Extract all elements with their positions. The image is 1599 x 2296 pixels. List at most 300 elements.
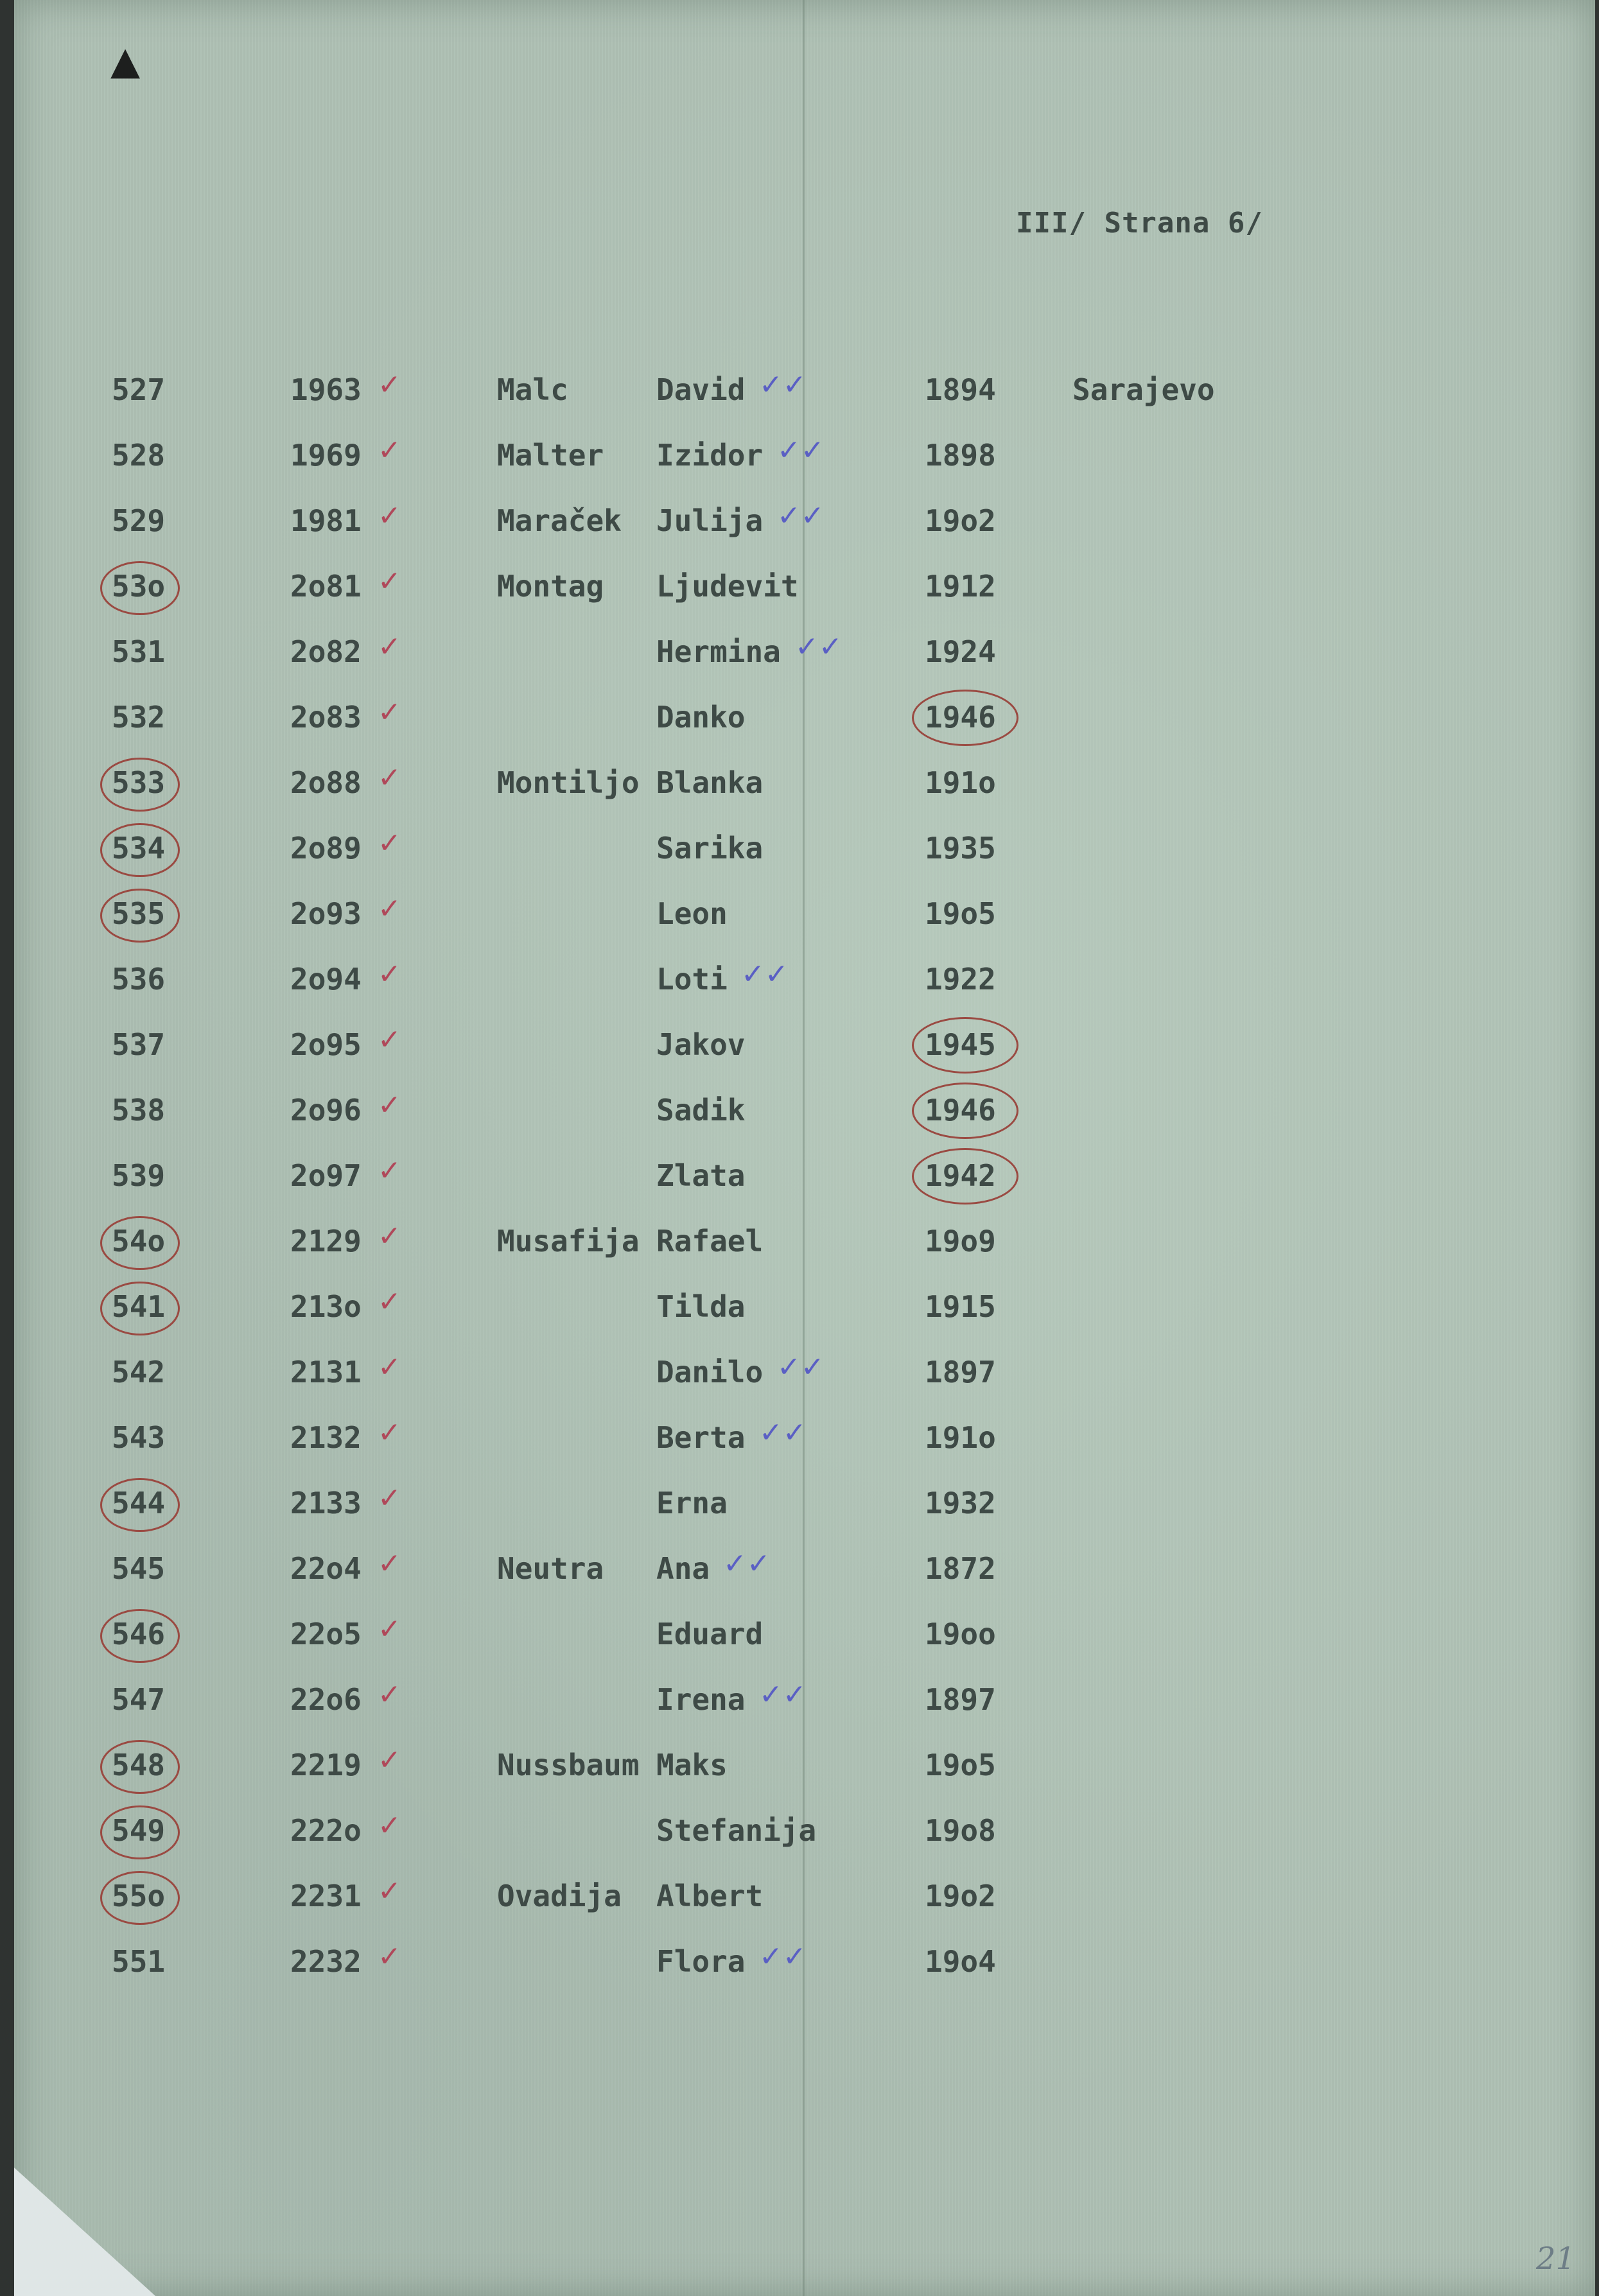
check-mark-icon: ✓ <box>378 1809 401 1842</box>
record-number <box>112 1158 165 1193</box>
record-id-text: 2o96 <box>290 1093 362 1127</box>
pencil-circle-mark <box>100 1478 180 1532</box>
record-row <box>14 1809 1595 1871</box>
record-first-name-text: Izidor <box>656 438 764 473</box>
record-first-name-text: Zlata <box>656 1158 746 1193</box>
record-surname-text: Maraček <box>497 503 622 538</box>
record-number-text: 532 <box>112 700 166 735</box>
record-row <box>14 1416 1595 1478</box>
record-id-text: 2o95 <box>290 1027 362 1062</box>
record-first-name-text: Albert <box>656 1879 764 1913</box>
record-number-text: 533 <box>112 765 166 800</box>
record-birth-year-text: 19o2 <box>925 503 996 538</box>
double-check-mark-icon: ✓✓ <box>723 1547 771 1580</box>
record-first-name-text: Rafael <box>656 1224 764 1258</box>
record-number-text: 541 <box>112 1289 166 1324</box>
record-birth-year <box>925 896 996 931</box>
record-number <box>112 1879 165 1913</box>
pencil-circle-mark <box>912 1017 1018 1074</box>
record-birth-year-text: 1932 <box>925 1486 996 1520</box>
record-number <box>112 1420 165 1455</box>
pencil-circle-mark <box>100 823 180 877</box>
pencil-circle-mark <box>100 1216 180 1270</box>
pencil-circle-mark <box>100 1740 180 1794</box>
record-id-text: 2231 <box>290 1879 362 1913</box>
record-first-name-text: Blanka <box>656 765 764 800</box>
record-first-name-text: David <box>656 372 746 407</box>
record-birth-year <box>925 569 996 604</box>
record-birth-year-text: 1898 <box>925 438 996 473</box>
record-surname <box>497 372 568 407</box>
check-mark-icon: ✓ <box>378 1678 401 1711</box>
record-first-name-text: Maks <box>656 1748 728 1782</box>
record-number <box>112 1813 165 1848</box>
record-first-name <box>656 1551 710 1586</box>
record-birth-year <box>925 1158 996 1193</box>
check-mark-icon: ✓ <box>378 500 401 532</box>
record-id <box>290 569 362 604</box>
page-header: III/ Strana 6/ <box>1016 207 1263 239</box>
record-number-text: 529 <box>112 503 166 538</box>
record-surname <box>497 1748 640 1782</box>
record-birth-year-text: 19o8 <box>925 1813 996 1848</box>
record-surname-text: Nussbaum <box>497 1748 640 1782</box>
record-birth-year <box>925 1813 996 1848</box>
pencil-circle-mark <box>100 758 180 812</box>
record-id <box>290 1355 362 1389</box>
record-birth-year-text: 1894 <box>925 372 996 407</box>
record-birth-year-text: 1872 <box>925 1551 996 1586</box>
record-first-name <box>656 1813 816 1848</box>
record-number-text: 545 <box>112 1551 166 1586</box>
record-birth-year-text: 19o5 <box>925 896 996 931</box>
record-birth-year <box>925 1879 996 1913</box>
record-first-name-text: Berta <box>656 1420 746 1455</box>
record-row <box>14 434 1595 496</box>
record-id-text: 2o82 <box>290 634 362 669</box>
record-row <box>14 827 1595 889</box>
record-id <box>290 765 362 800</box>
pencil-circle-mark <box>100 1805 180 1859</box>
record-id-text: 2133 <box>290 1486 362 1520</box>
check-mark-icon: ✓ <box>378 631 401 663</box>
record-id-text: 22o4 <box>290 1551 362 1586</box>
record-number-text: 535 <box>112 896 166 931</box>
check-mark-icon: ✓ <box>378 434 401 467</box>
record-birth-year <box>925 1224 996 1258</box>
ink-blot: ▲ <box>110 39 141 83</box>
record-row <box>14 1023 1595 1085</box>
record-row <box>14 500 1595 561</box>
record-number <box>112 1617 165 1651</box>
check-mark-icon: ✓ <box>378 827 401 860</box>
record-row <box>14 1482 1595 1544</box>
record-birth-year <box>925 962 996 996</box>
record-row <box>14 1089 1595 1151</box>
record-number <box>112 1944 165 1979</box>
record-row <box>14 958 1595 1020</box>
record-surname <box>497 1551 604 1586</box>
record-row <box>14 1940 1595 2002</box>
record-id-text: 2219 <box>290 1748 362 1782</box>
record-birth-year-text: 19o2 <box>925 1879 996 1913</box>
record-id <box>290 700 362 735</box>
record-place <box>1072 372 1215 407</box>
check-mark-icon: ✓ <box>378 1023 401 1056</box>
record-first-name <box>656 372 745 407</box>
record-number-text: 551 <box>112 1944 166 1979</box>
record-id <box>290 1813 362 1848</box>
record-birth-year <box>925 1486 996 1520</box>
record-number-text: 531 <box>112 634 166 669</box>
record-number <box>112 1486 165 1520</box>
record-first-name-text: Loti <box>656 962 728 996</box>
record-first-name-text: Ana <box>656 1551 710 1586</box>
check-mark-icon: ✓ <box>378 1875 401 1908</box>
record-id-text: 2o93 <box>290 896 362 931</box>
pencil-circle-mark <box>100 561 180 615</box>
record-number <box>112 1551 165 1586</box>
record-number <box>112 1682 165 1717</box>
record-number <box>112 1355 165 1389</box>
record-first-name <box>656 1224 763 1258</box>
record-number-text: 537 <box>112 1027 166 1062</box>
record-first-name <box>656 765 763 800</box>
record-id <box>290 1879 362 1913</box>
record-first-name <box>656 1420 745 1455</box>
record-surname-text: Malc <box>497 372 568 407</box>
record-first-name-text: Flora <box>656 1944 746 1979</box>
record-birth-year-text: 1922 <box>925 962 996 996</box>
record-number-text: 546 <box>112 1617 166 1651</box>
double-check-mark-icon: ✓✓ <box>759 1416 807 1449</box>
record-surname <box>497 1879 622 1913</box>
record-number <box>112 962 165 996</box>
check-mark-icon: ✓ <box>378 1154 401 1187</box>
check-mark-icon: ✓ <box>378 892 401 925</box>
record-first-name <box>656 896 728 931</box>
record-first-name <box>656 962 728 996</box>
check-mark-icon: ✓ <box>378 565 401 598</box>
check-mark-icon: ✓ <box>378 1547 401 1580</box>
record-first-name <box>656 831 763 865</box>
record-number-text: 548 <box>112 1748 166 1782</box>
pencil-circle-mark <box>100 1282 180 1335</box>
record-surname <box>497 1224 640 1258</box>
record-id <box>290 1944 362 1979</box>
check-mark-icon: ✓ <box>378 696 401 729</box>
record-first-name <box>656 1486 728 1520</box>
record-number <box>112 765 165 800</box>
record-row <box>14 696 1595 758</box>
record-id-text: 22o6 <box>290 1682 362 1717</box>
record-birth-year <box>925 1617 996 1651</box>
record-id-text: 213o <box>290 1289 362 1324</box>
record-birth-year <box>925 765 996 800</box>
record-row <box>14 631 1595 692</box>
record-row <box>14 1220 1595 1282</box>
record-first-name <box>656 569 799 604</box>
record-number-text: 544 <box>112 1486 166 1520</box>
record-number-text: 536 <box>112 962 166 996</box>
record-id <box>290 438 362 473</box>
record-surname <box>497 503 622 538</box>
record-number <box>112 700 165 735</box>
record-birth-year-text: 1924 <box>925 634 996 669</box>
record-first-name <box>656 1289 745 1324</box>
record-first-name-text: Erna <box>656 1486 728 1520</box>
record-number-text: 55o <box>112 1879 166 1913</box>
record-birth-year-text: 1912 <box>925 569 996 604</box>
record-birth-year-text: 1897 <box>925 1682 996 1717</box>
record-number <box>112 634 165 669</box>
record-birth-year <box>925 1551 996 1586</box>
record-first-name <box>656 503 763 538</box>
record-number-text: 528 <box>112 438 166 473</box>
record-first-name <box>656 438 763 473</box>
record-first-name-text: Tilda <box>656 1289 746 1324</box>
record-id-text: 2o94 <box>290 962 362 996</box>
record-row <box>14 892 1595 954</box>
record-birth-year <box>925 634 996 669</box>
record-id-text: 2o88 <box>290 765 362 800</box>
record-first-name-text: Stefanija <box>656 1813 817 1848</box>
check-mark-icon: ✓ <box>378 1089 401 1122</box>
record-first-name-text: Julija <box>656 503 764 538</box>
record-first-name-text: Jakov <box>656 1027 746 1062</box>
record-first-name <box>656 1355 763 1389</box>
record-first-name-text: Ljudevit <box>656 569 799 604</box>
record-number-text: 527 <box>112 372 166 407</box>
record-number <box>112 1093 165 1127</box>
pencil-circle-mark <box>100 1609 180 1663</box>
record-number <box>112 503 165 538</box>
record-number <box>112 1748 165 1782</box>
record-birth-year-text: 1946 <box>925 700 996 735</box>
record-first-name-text: Danilo <box>656 1355 764 1389</box>
record-number <box>112 831 165 865</box>
check-mark-icon: ✓ <box>378 958 401 991</box>
record-first-name-text: Irena <box>656 1682 746 1717</box>
record-surname-text: Montiljo <box>497 765 640 800</box>
record-birth-year-text: 191o <box>925 765 996 800</box>
record-surname <box>497 569 604 604</box>
record-row <box>14 565 1595 627</box>
record-birth-year <box>925 1355 996 1389</box>
record-row <box>14 1547 1595 1609</box>
record-id <box>290 1486 362 1520</box>
record-first-name <box>656 1682 745 1717</box>
check-mark-icon: ✓ <box>378 1744 401 1777</box>
pencil-circle-mark <box>912 1148 1018 1205</box>
pencil-circle-mark <box>100 1871 180 1925</box>
record-birth-year <box>925 372 996 407</box>
record-birth-year <box>925 1027 996 1062</box>
record-id-text: 2o81 <box>290 569 362 604</box>
record-first-name-text: Sadik <box>656 1093 746 1127</box>
pencil-circle-mark <box>912 690 1018 746</box>
record-first-name-text: Hermina <box>656 634 781 669</box>
record-first-name <box>656 1027 745 1062</box>
record-id <box>290 1027 362 1062</box>
record-row <box>14 1351 1595 1413</box>
record-id <box>290 1224 362 1258</box>
double-check-mark-icon: ✓✓ <box>777 1351 825 1384</box>
record-number <box>112 372 165 407</box>
record-surname <box>497 765 640 800</box>
record-birth-year <box>925 1748 996 1782</box>
double-check-mark-icon: ✓✓ <box>741 958 789 991</box>
record-surname-text: Musafija <box>497 1224 640 1258</box>
record-id <box>290 1748 362 1782</box>
record-birth-year-text: 1915 <box>925 1289 996 1324</box>
record-id-text: 1981 <box>290 503 362 538</box>
record-place-text: Sarajevo <box>1072 372 1215 407</box>
record-first-name <box>656 700 745 735</box>
check-mark-icon: ✓ <box>378 1416 401 1449</box>
record-row <box>14 1875 1595 1936</box>
record-birth-year-text: 19o9 <box>925 1224 996 1258</box>
record-first-name <box>656 1879 763 1913</box>
record-surname-text: Malter <box>497 438 604 473</box>
record-first-name-text: Sarika <box>656 831 764 865</box>
torn-corner <box>14 2168 155 2296</box>
record-row <box>14 1678 1595 1740</box>
record-id <box>290 503 362 538</box>
record-id <box>290 1682 362 1717</box>
record-row <box>14 761 1595 823</box>
record-number-text: 542 <box>112 1355 166 1389</box>
record-birth-year-text: 1935 <box>925 831 996 865</box>
record-id <box>290 1551 362 1586</box>
record-surname-text: Ovadija <box>497 1879 622 1913</box>
record-number-text: 547 <box>112 1682 166 1717</box>
record-id-text: 2131 <box>290 1355 362 1389</box>
record-id <box>290 1093 362 1127</box>
record-number-text: 538 <box>112 1093 166 1127</box>
record-row <box>14 1613 1595 1674</box>
record-first-name-text: Eduard <box>656 1617 764 1651</box>
check-mark-icon: ✓ <box>378 369 401 401</box>
record-row <box>14 1744 1595 1805</box>
record-id-text: 2o97 <box>290 1158 362 1193</box>
record-number <box>112 896 165 931</box>
record-number-text: 543 <box>112 1420 166 1455</box>
record-id-text: 2132 <box>290 1420 362 1455</box>
record-birth-year <box>925 1682 996 1717</box>
record-number-text: 549 <box>112 1813 166 1848</box>
record-id-text: 1963 <box>290 372 362 407</box>
record-first-name-text: Danko <box>656 700 746 735</box>
record-id-text: 2o83 <box>290 700 362 735</box>
record-id-text: 2232 <box>290 1944 362 1979</box>
double-check-mark-icon: ✓✓ <box>777 434 825 467</box>
record-first-name-text: Leon <box>656 896 728 931</box>
record-first-name <box>656 634 781 669</box>
record-number <box>112 1224 165 1258</box>
record-number-text: 539 <box>112 1158 166 1193</box>
record-surname-text: Neutra <box>497 1551 604 1586</box>
record-id <box>290 1617 362 1651</box>
record-first-name <box>656 1617 763 1651</box>
check-mark-icon: ✓ <box>378 1482 401 1515</box>
check-mark-icon: ✓ <box>378 1285 401 1318</box>
record-number <box>112 438 165 473</box>
record-birth-year <box>925 831 996 865</box>
record-first-name <box>656 1944 745 1979</box>
record-number-text: 54o <box>112 1224 166 1258</box>
record-birth-year-text: 1897 <box>925 1355 996 1389</box>
double-check-mark-icon: ✓✓ <box>777 500 825 532</box>
record-birth-year <box>925 503 996 538</box>
record-id-text: 1969 <box>290 438 362 473</box>
record-row <box>14 369 1595 430</box>
check-mark-icon: ✓ <box>378 1613 401 1646</box>
record-birth-year <box>925 1289 996 1324</box>
handwritten-page-number: 21 <box>1536 2241 1576 2277</box>
record-id-text: 2o89 <box>290 831 362 865</box>
record-id <box>290 896 362 931</box>
record-surname <box>497 438 604 473</box>
check-mark-icon: ✓ <box>378 761 401 794</box>
record-id-text: 2129 <box>290 1224 362 1258</box>
record-id <box>290 1289 362 1324</box>
record-first-name <box>656 1158 745 1193</box>
double-check-mark-icon: ✓✓ <box>759 1678 807 1711</box>
record-birth-year <box>925 700 996 735</box>
record-surname-text: Montag <box>497 569 604 604</box>
record-number <box>112 569 165 604</box>
record-birth-year <box>925 1420 996 1455</box>
record-row <box>14 1154 1595 1216</box>
record-number-text: 534 <box>112 831 166 865</box>
record-id <box>290 634 362 669</box>
record-birth-year-text: 19o4 <box>925 1944 996 1979</box>
record-id-text: 222o <box>290 1813 362 1848</box>
double-check-mark-icon: ✓✓ <box>759 1940 807 1973</box>
record-birth-year <box>925 1944 996 1979</box>
record-number <box>112 1027 165 1062</box>
record-birth-year <box>925 438 996 473</box>
record-id <box>290 372 362 407</box>
paper-sheet <box>14 0 1595 2296</box>
pencil-circle-mark <box>100 889 180 943</box>
record-id <box>290 962 362 996</box>
record-id <box>290 831 362 865</box>
record-birth-year-text: 1946 <box>925 1093 996 1127</box>
record-birth-year-text: 19oo <box>925 1617 996 1651</box>
pencil-circle-mark <box>912 1083 1018 1139</box>
record-first-name <box>656 1748 728 1782</box>
record-id <box>290 1158 362 1193</box>
double-check-mark-icon: ✓✓ <box>795 631 843 663</box>
record-number-text: 53o <box>112 569 166 604</box>
record-first-name <box>656 1093 745 1127</box>
record-birth-year-text: 1942 <box>925 1158 996 1193</box>
record-number <box>112 1289 165 1324</box>
record-id-text: 22o5 <box>290 1617 362 1651</box>
record-birth-year-text: 1945 <box>925 1027 996 1062</box>
record-birth-year <box>925 1093 996 1127</box>
record-id <box>290 1420 362 1455</box>
check-mark-icon: ✓ <box>378 1220 401 1253</box>
record-birth-year-text: 191o <box>925 1420 996 1455</box>
double-check-mark-icon: ✓✓ <box>759 369 807 401</box>
check-mark-icon: ✓ <box>378 1940 401 1973</box>
record-birth-year-text: 19o5 <box>925 1748 996 1782</box>
record-row <box>14 1285 1595 1347</box>
check-mark-icon: ✓ <box>378 1351 401 1384</box>
